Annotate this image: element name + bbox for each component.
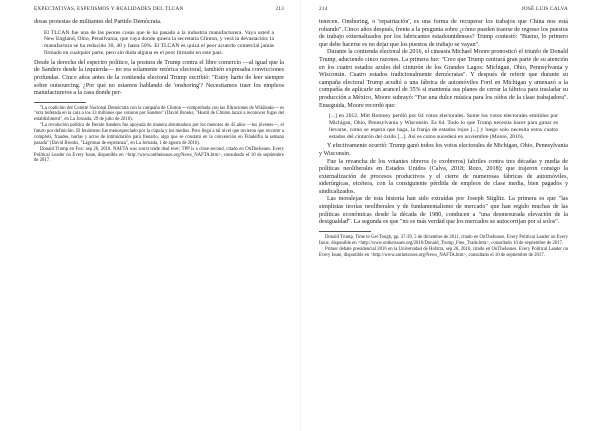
- right-footnote: Donald Trump, Time to Get Tough, pp. 37-39, 5 de diciembre de 2011, citado en OnTheIssues. Every Political Leader on Every Issue, disponible en <http://www.ontheissues.org/2016/Donald_Trump_Free_Trade.htm>, consultado 10 de septiembre de 2017.: [319, 234, 568, 246]
- right-paragraph: Fue la revancha de los votantes obreros (o exobreros) fabriles contra tres décadas y media de políticas neoliberales en Estados Unidos (Calva, 2018; Rozo, 2018); que trajeron consigo la externalización de procesos productivos y el cierre de numerosas fábricas de automóviles, siderúrgicas, etcétera, con la consiguiente pérdida de empleos de clase media, bien pagados y sindicalizados.: [319, 158, 568, 195]
- right-running-head-title: JOSÉ LUIS CALVA: [521, 6, 568, 12]
- right-page: [300, 0, 600, 431]
- footnote-rule: [34, 102, 86, 103]
- right-paragraph: Durante la contienda electoral de 2016, el cineasta Michael Moore pronosticó el triunfo de Donald Trump, aduciendo cinco razones. La primera fue: "Creo que Trump centrará gran parte de su atención en los cuatro estados azules del cinturón de los Grandes Lagos: Michigan, Ohio, Pennsylvania y Wisconsin. Cuatro estados tradicionalmente demócratas". Y después de referir que durante su campaña electoral Trump acudió a una fábrica de automóviles Ford en Michigan y amenazó a la compañía de aplicarle un arancel de 35% si mantenía sus planes de cerrar la fábrica para trasladar su producción a México, Moore subrayó: "Fue una dulce música para los oídos de la clase trabajadora". Enseguida, Moore recordó que:: [319, 49, 568, 109]
- left-block-quote: El TLCAN fue una de las peores cosas que le ha pasado a la industria manufacturera. Vaya usted a New England, Ohio, Pensilvania, que vaya donde quiera la secretaria Clinton, y verá la devastación: la manufactura se ha reducido 30, 40 y hasta 50%. El TLCAN es quizá el peor acuerdo comercial jamás firmado en cualquier parte, pero sin duda alguna es el peor firmado en este país.: [44, 29, 274, 56]
- right-paragraph: tenecen. Onshoring, o 'repatriación', es una forma de recuperar los trabajos que China nos está robando". Cinco años después, frente a la pregunta sobre ¿cómo pueden traerse de regreso los puestos de trabajo externalizados por los fabricantes estadounidenses? Trump contestó: "Bueno, lo primero que debe hacerse es no dejar que los puestos de trabajo se vayan".: [319, 19, 568, 48]
- right-paragraph: Y efectivamente ocurrió: Trump ganó todos los votos electorales de Michigan, Ohio, Pennsylvania y Wisconsin.: [319, 143, 568, 157]
- left-footnote: "La revolución política de Bernie Sanders fue apoyada de manera abrumadora por los menores de 45 años —los jóvenes—, el futuro por definición. El fenómeno fue menospreciado por la cúpula y los medios. Pero llegó a tal nivel que tuvieron que recorrer a complots, fraudes, burlas y actos de intimidación para frenarlo, algo que se constató en la convención en Filadelfia la semana pasada" (David Brooks, "Lágrimas de esperanza", en La Jornada, 1 de agosto de 2016).: [34, 123, 284, 146]
- left-paragraph: Desde la derecha del espectro político, la postura de Trump contra el libre comercio —al igual que la de Sanders desde la izquierda— no era solamente retórica electoral, también expresaba convicciones profundas. Cinco años antes de la contienda electoral Trump escribió: "Estoy harto de leer siempre sobre outsourcing. ¿Por qué no estamos hablando de 'onshoring'? Necesitamos traer los empleos manufactureros a la casa donde per-: [34, 59, 284, 97]
- right-body: [319, 19, 568, 227]
- right-footnotes: [319, 231, 568, 258]
- left-running-head-title: EXPECTATIVAS, ESPEJISMOS Y REALIDADES DEL TLCAN: [34, 6, 184, 12]
- right-page-number: 214: [319, 6, 328, 12]
- left-running-head: [34, 6, 284, 15]
- footnote-rule: [319, 231, 371, 232]
- left-page-number: 213: [275, 6, 284, 12]
- left-footnote: "La coalición del Comité Nacional Demócrata con la campaña de Clinton —comprobada con las filtraciones de Wikileaks— es "otra bofetada en la cara a los 13 millones que votaron por Sanders" (David Brooks, "Hostil de Clinton lanzó a reconocer fugas del establishment", en La Jornada, 29 de julio de 2016).: [34, 105, 284, 123]
- left-footnote: Donald Trump en Fox: sep 26, 2016. NAFTA was worst trade deal ever; TPP is a close second, citado en OnTheIssues. Every Political Leader on Every Issue, disponible en <http://www.ontheissues.org/News_NAFTA.htm>, consultado el 10 de septiembre de 2017.: [34, 146, 284, 164]
- right-block-quote: [...] en 2012, Mitt Romney perdió por 64 votos electorales. Sume los votos electorales emitidos por Michigan, Ohio, Pennsylvania y Wisconsin. Es 64. Todo lo que Trump necesita hacer para ganar es llevarse, como se espera que haga, la franja de estados rojos [...] y luego solo necesita estos cuatro estados del cinturón del óxido [...]. Así es como sucederá en noviembre (Moore, 2016).: [329, 113, 558, 140]
- left-paragraph: dosas protestas de militantes del Partido Demócrata.: [34, 19, 162, 25]
- right-paragraph: Las moralejas de esta historia han sido extraídas por Joseph Stiglitz. La primera es que "las simplistas teorías neoliberales y de fundamentalismo de mercado" que han regido muchas de las políticas económicas desde la década de 1980, conducen a "una desmesurada elevación de la desigualdad". La segunda es que "no es más verdad que los mercados se autocorrijan por sí solos".: [319, 196, 568, 226]
- left-footnotes: [34, 102, 284, 164]
- right-footnote: Primer debate presidencial 2016 en la Universidad de Hofstra, sep 26, 2016, citado en OnTheIssues. Every Political Leader on Every Issue, disponible en <http://www.ontheissues.org/News_NAFTA.htm>, consultado el 10 de septiembre de 2017.: [319, 246, 568, 258]
- right-running-head: [319, 6, 568, 15]
- left-body: [34, 19, 284, 98]
